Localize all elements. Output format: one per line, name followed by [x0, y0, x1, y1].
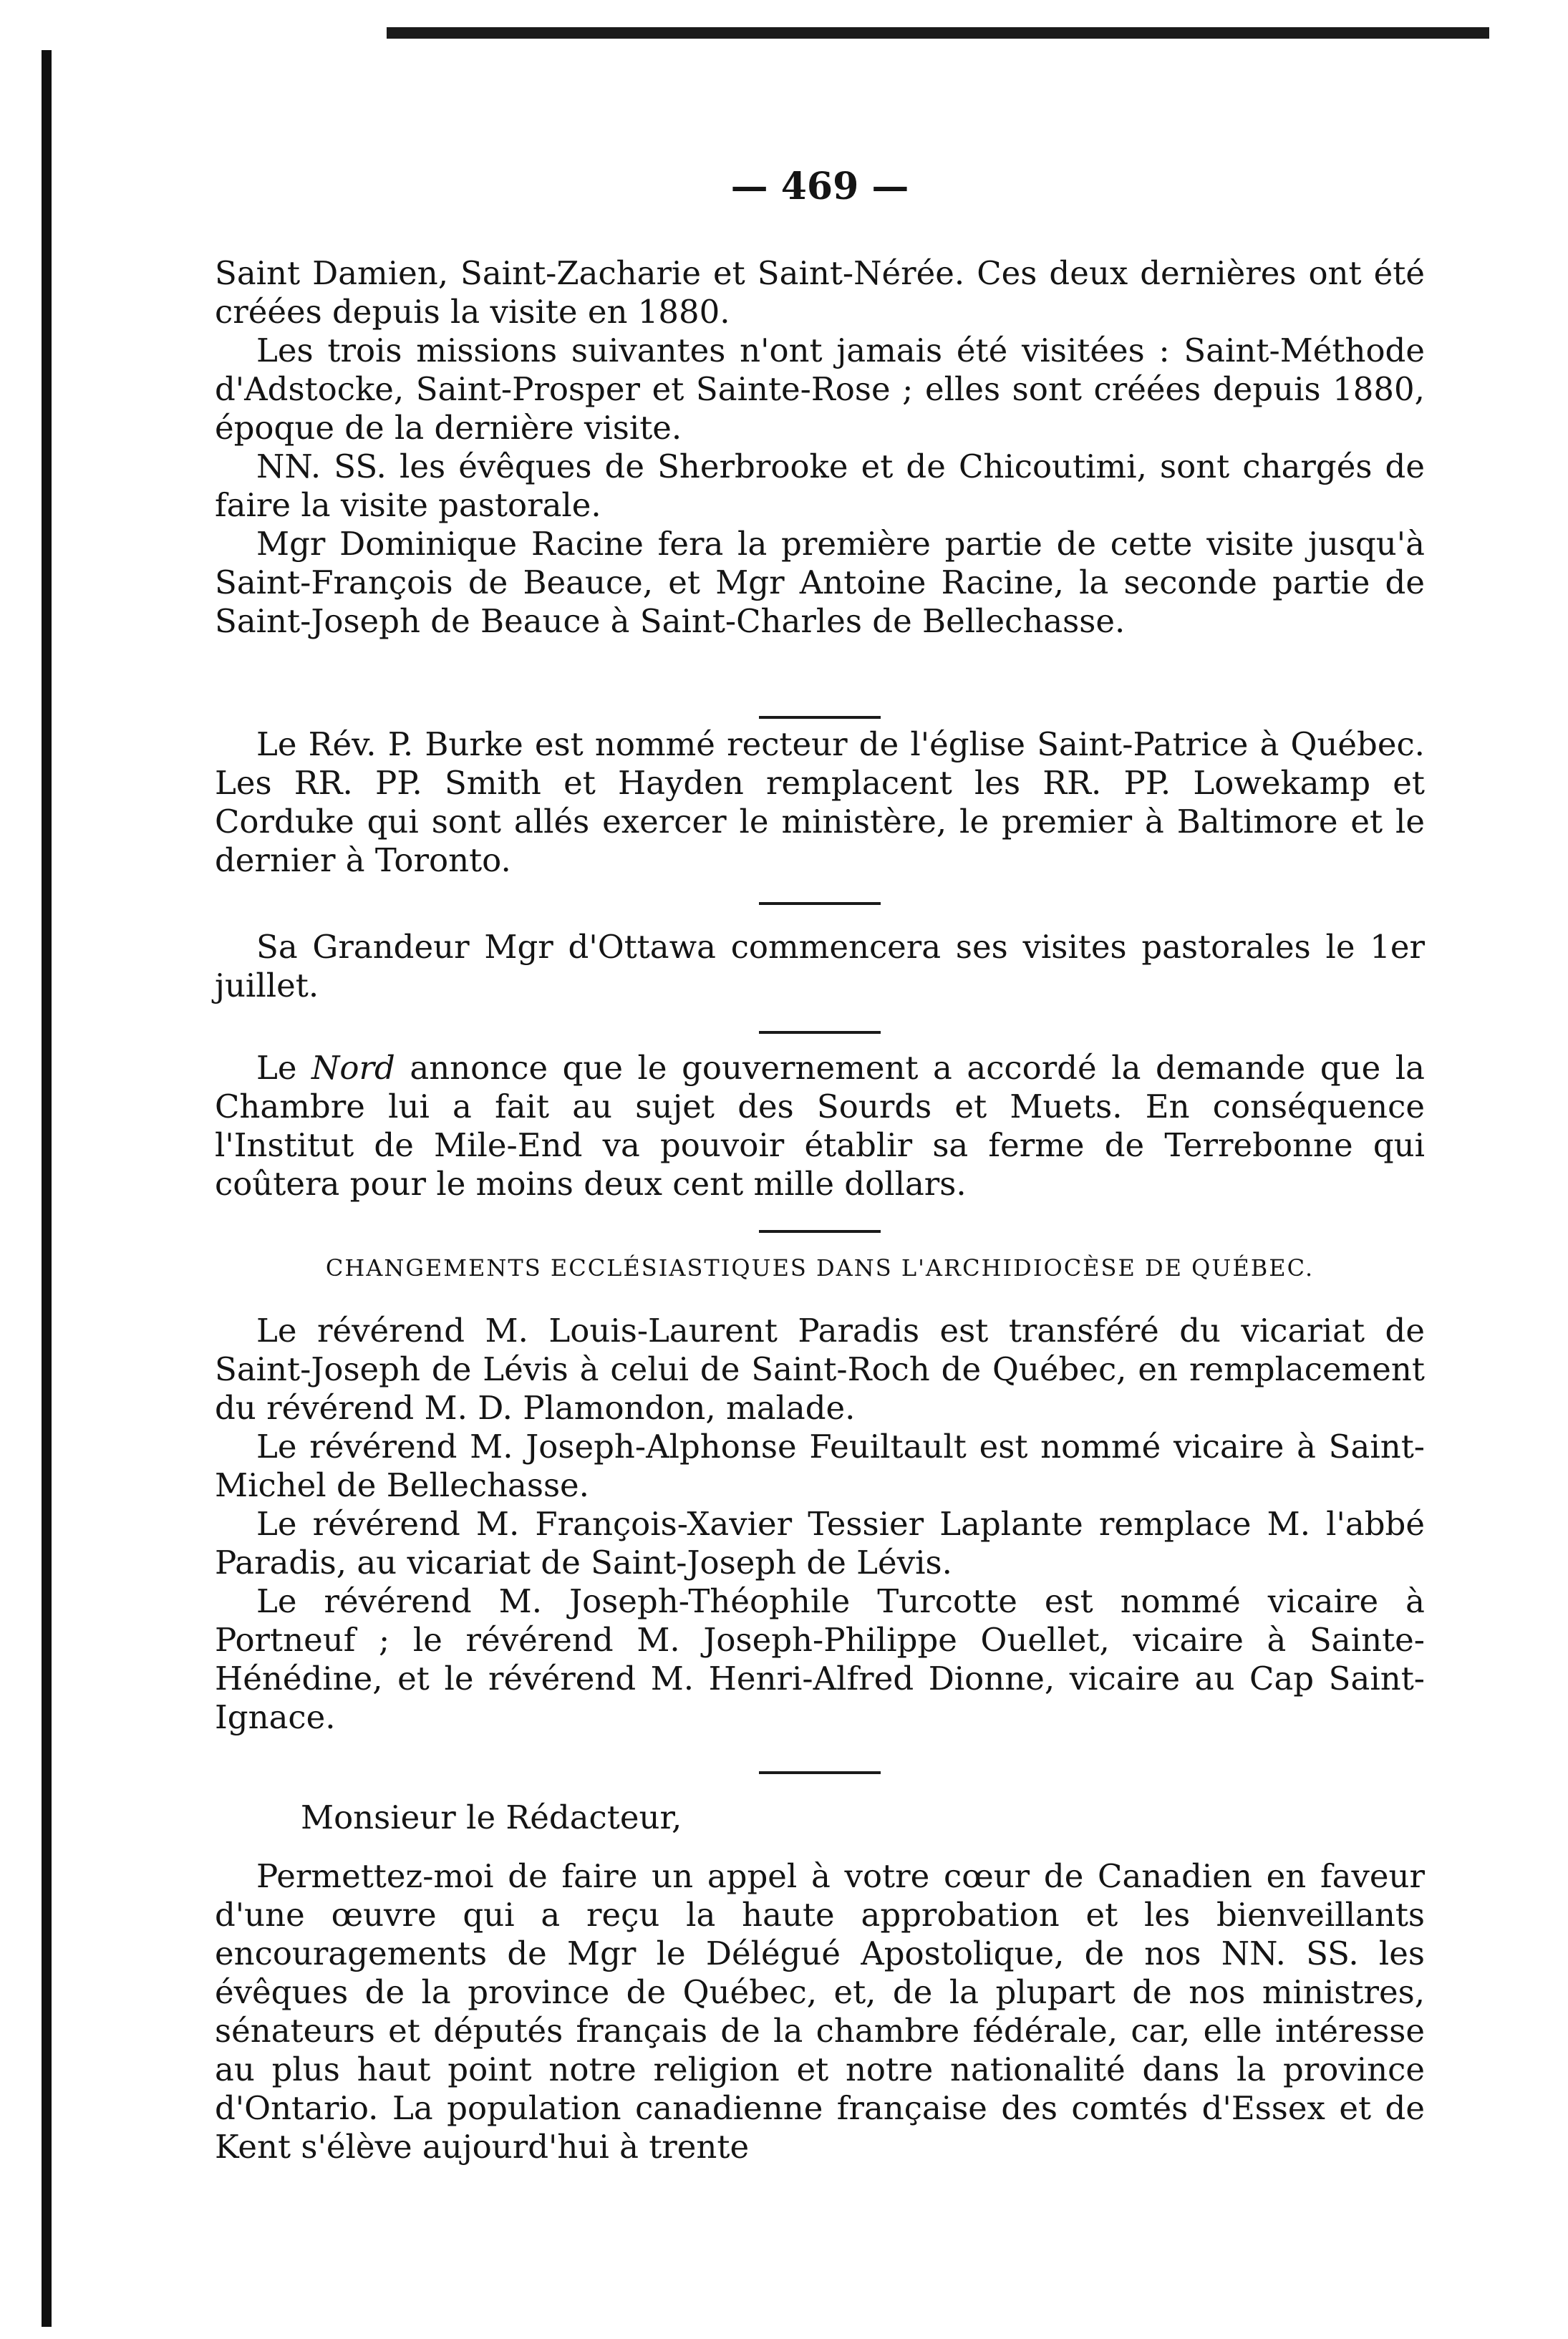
- newspaper-title: Nord: [311, 1049, 395, 1087]
- section-burke: [215, 725, 1425, 880]
- section-divider: [759, 1771, 881, 1774]
- paragraph: Mgr Dominique Racine fera la première partie de cette visite jusqu'à Saint-François de Beauce, et Mgr Antoine Racine, la seconde partie de Saint-Joseph de Beauce à Saint-Charles de Bellechasse.: [215, 525, 1425, 640]
- paragraph: Saint Damien, Saint-Zacharie et Saint-Nérée. Ces deux dernières ont été créées depuis la visite en 1880.: [215, 254, 1425, 331]
- section-heading: CHANGEMENTS ECCLÉSIASTIQUES DANS L'ARCHIDIOCÈSE DE QUÉBEC.: [325, 1254, 1315, 1282]
- page-number: — 469 —: [730, 165, 909, 208]
- section-divider: [759, 1230, 881, 1233]
- paragraph: Le révérend M. Joseph-Alphonse Feuiltault est nommé vicaire à Saint-Michel de Bellechasse.: [215, 1428, 1425, 1504]
- section-divider: [759, 902, 881, 905]
- paragraph: NN. SS. les évêques de Sherbrooke et de Chicoutimi, sont chargés de faire la visite pastorale.: [215, 447, 1425, 524]
- paragraph: Les trois missions suivantes n'ont jamais été visitées : Saint-Méthode d'Adstocke, Saint-Prosper et Sainte-Rose ; elles sont créées depuis 1880, époque de la dernière visite.: [215, 331, 1425, 447]
- paragraph-rest: annonce que le gouvernement a accordé la demande que la Chambre lui a fait au sujet des Sourds et Muets. En conséquence l'Institut de Mile-End va pouvoir établir sa ferme de Terrebonne qui coûtera pour le moins deux cent mille dollars.: [215, 1049, 1425, 1203]
- section-changements: [215, 1312, 1425, 1737]
- section-missions: [215, 254, 1425, 641]
- paragraph: Le révérend M. Louis-Laurent Paradis est transféré du vicariat de Saint-Joseph de Lévis à celui de Saint-Roch de Québec, en remplacement du révérend M. D. Plamondon, malade.: [215, 1312, 1425, 1427]
- paragraph: Le révérend M. François-Xavier Tessier Laplante remplace M. l'abbé Paradis, au vicariat de Saint-Joseph de Lévis.: [215, 1505, 1425, 1582]
- paragraph: Le révérend M. Joseph-Théophile Turcotte est nommé vicaire à Portneuf ; le révérend M. Joseph-Philippe Ouellet, vicaire à Sainte-Hénédine, et le révérend M. Henri-Alfred Dionne, vicaire au Cap Saint-Ignace.: [215, 1582, 1425, 1736]
- letter-salutation: Monsieur le Rédacteur,: [301, 1798, 682, 1836]
- section-letter: [215, 1798, 1425, 2166]
- section-divider: [759, 716, 881, 719]
- paragraph: Le Rév. P. Burke est nommé recteur de l'église Saint-Patrice à Québec. Les RR. PP. Smith et Hayden remplacent les RR. PP. Lowekamp et Corduke qui sont allés exercer le ministère, le premier à Baltimore et le dernier à Toronto.: [215, 725, 1425, 879]
- section-divider: [759, 1031, 881, 1034]
- paragraph: Sa Grandeur Mgr d'Ottawa commencera ses visites pastorales le 1er juillet.: [215, 928, 1425, 1004]
- letter-body: Permettez-moi de faire un appel à votre cœur de Canadien en faveur d'une œuvre qui a reçu la haute approbation et les bienveillants encouragements de Mgr le Délégué Apostolique, de nos NN. SS. les évêques de la province de Québec, et, de la plupart de nos ministres, sénateurs et députés français de la chambre fédérale, car, elle intéresse au plus haut point notre religion et notre nationalité dans la province d'Ontario. La population canadienne française des comtés d'Essex et de Kent s'élève aujourd'hui à trente: [215, 1857, 1425, 2166]
- section-ottawa: [215, 928, 1425, 1005]
- paragraph-prefix: Le: [256, 1049, 312, 1087]
- section-nord: [215, 1049, 1425, 1204]
- page: [215, 0, 1425, 2339]
- scan-left-bar: [42, 50, 52, 2327]
- paragraph: [215, 1049, 1425, 1204]
